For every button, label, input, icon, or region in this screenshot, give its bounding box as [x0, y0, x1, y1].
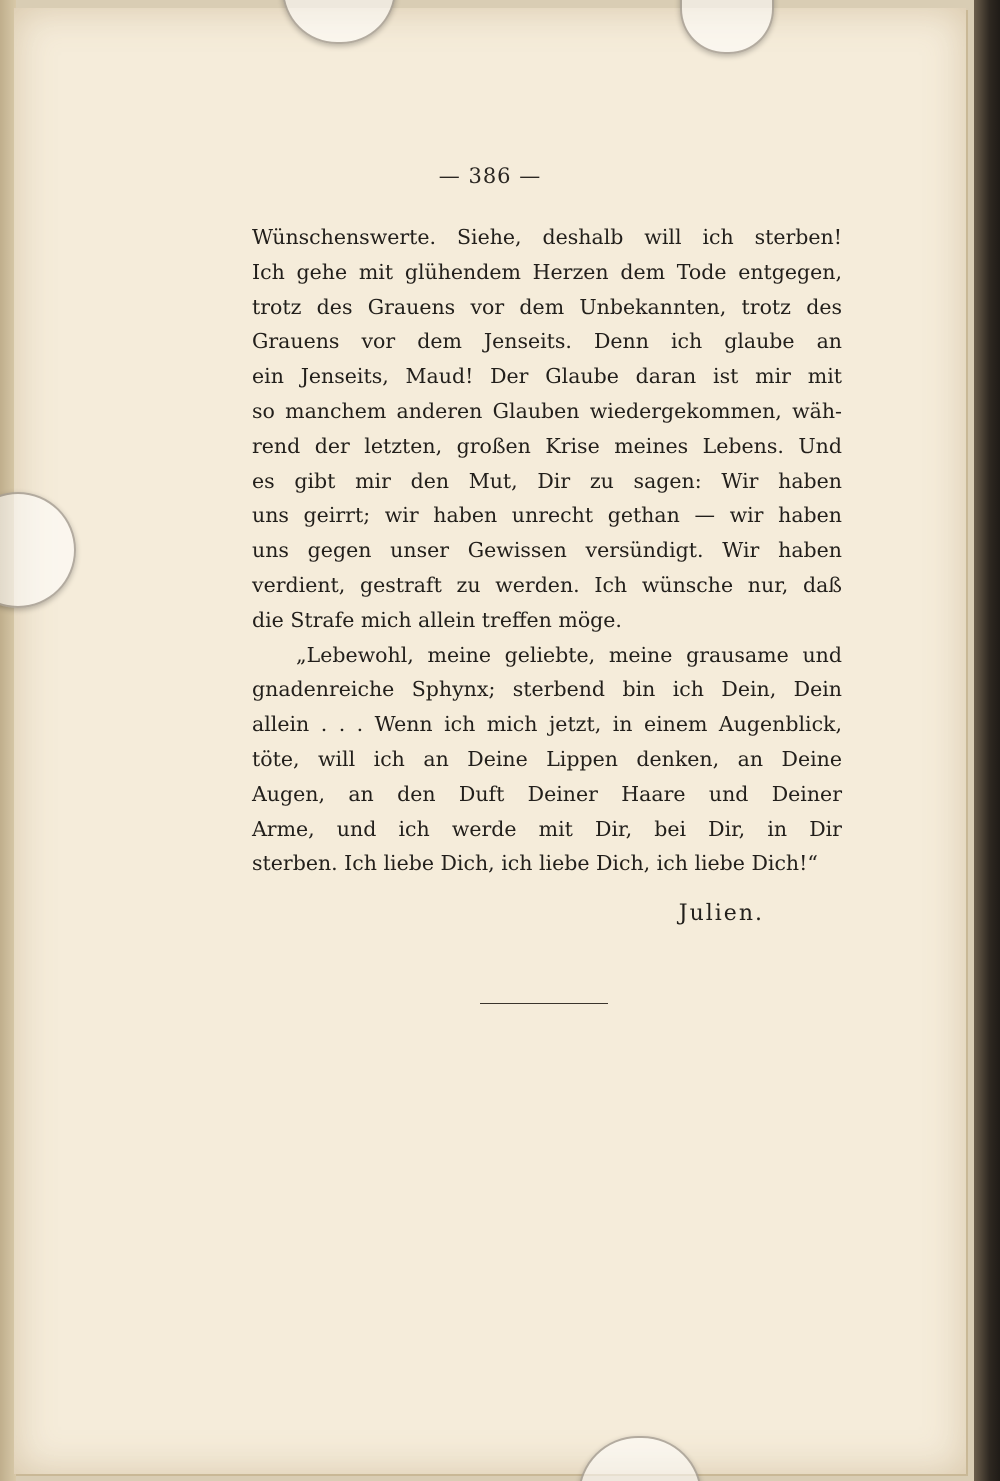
page-number: — 386 — [438, 164, 542, 188]
text-line: „Lebewohl, meine geliebte, meine grausame und [296, 642, 842, 667]
paragraph-2 [252, 638, 842, 882]
paragraph-1 [252, 220, 842, 638]
text-line: uns gegen unser Gewissen versündigt. Wir haben [252, 538, 842, 563]
book-page [14, 8, 966, 1474]
signature: Julien. [678, 901, 764, 926]
text-line: Grauens vor dem Jenseits. Denn ich glaube an [252, 329, 842, 354]
text-line: Augen, an den Duft Deiner Haare und Deiner [252, 781, 842, 806]
text-line: töte, will ich an Deine Lippen denken, an Deine [252, 746, 842, 771]
text-line: sterben. Ich liebe Dich, ich liebe Dich, ich liebe Dich!“ [252, 851, 818, 876]
text-line: Ich gehe mit glühendem Herzen dem Tode entgegen, [252, 259, 842, 284]
end-rule [480, 1003, 608, 1004]
text-line: uns geirrt; wir haben unrecht gethan — wir haben [252, 503, 842, 528]
text-line: so manchem anderen Glauben wiedergekommen, wäh- [252, 398, 842, 423]
text-line: rend der letzten, großen Krise meines Lebens. Und [252, 433, 842, 458]
text-line: verdient, gestraft zu werden. Ich wünsche nur, daß [252, 572, 842, 597]
text-line: ein Jenseits, Maud! Der Glaube daran ist mir mit [252, 364, 842, 389]
text-line: gnadenreiche Sphynx; sterbend bin ich Dein, Dein [252, 677, 842, 702]
text-line: es gibt mir den Mut, Dir zu sagen: Wir haben [252, 468, 842, 493]
text-line: Wünschenswerte. Siehe, deshalb will ich sterben! [252, 225, 842, 249]
text-line: allein . . . Wenn ich mich jetzt, in einem Augenblick, [252, 712, 842, 737]
body-text [252, 220, 842, 881]
text-line: die Strafe mich allein treffen möge. [252, 607, 622, 632]
text-line: trotz des Grauens vor dem Unbekannten, trotz des [252, 294, 842, 319]
book-spine-shadow [974, 0, 1000, 1481]
text-line: Arme, und ich werde mit Dir, bei Dir, in Dir [252, 816, 842, 841]
